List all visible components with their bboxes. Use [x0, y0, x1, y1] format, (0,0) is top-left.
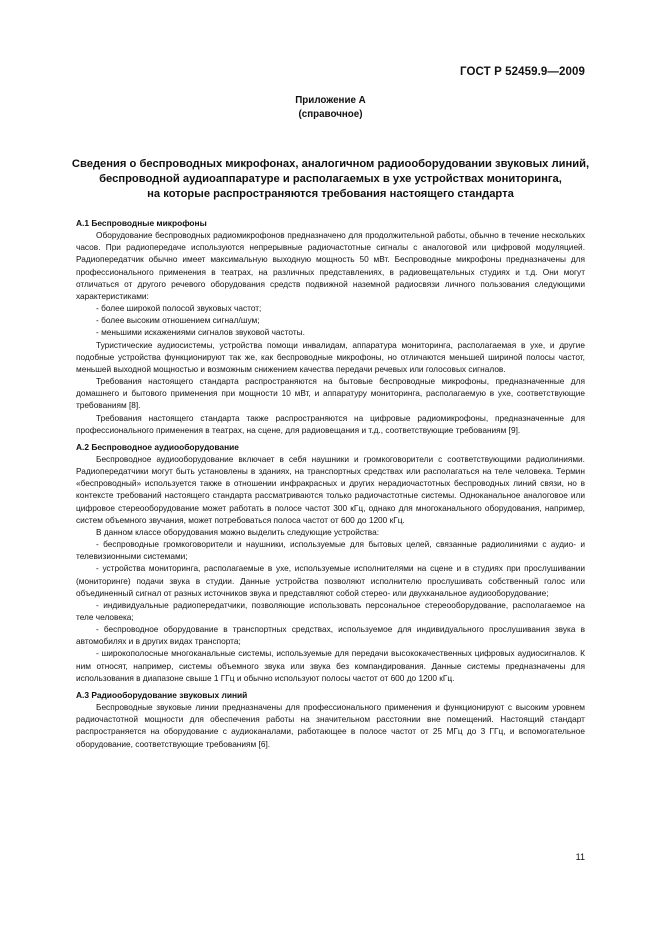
- paragraph: Оборудование беспроводных радиомикрофонов предназначено для продолжительной работы, обычно в течение нескольких часов. При радиопередаче используются непрерывные радиочастотные сигналы с аналоговой или цифровой модуляцией. Радиопередатчик обычно имеет максимальную выходную мощность 50 мВт. Беспроводные микрофоны предназначены для профессионального применения в театрах, на различных представлениях, в радиовещательных студиях и т.д. Они могут отличаться от другого речевого оборудования средств подвижной наземной радиосвязи личного пользования следующими характеристиками:: [76, 230, 585, 301]
- list-item: - более широкой полосой звуковых частот;: [96, 303, 262, 314]
- annex-heading: [0, 94, 661, 122]
- paragraph: Беспроводное аудиооборудование включает в себя наушники и громкоговорители с соответствующими радиолиниями. Радиопередатчики могут быть установлены в зданиях, на транспортных средствах или располагаться на теле человека. Термин «беспроводный» используется также в отношении инфракрасных и других нерадиочастотных беспроводных линий связи, но в контексте требований настоящего стандарта рассматриваются только радиочастотные системы. Одноканальное аналоговое или цифровое стереооборудование может работать в полосе частот 300 кГц, однако для многоканального оборудования, например, систем объемного звучания, может потребоваться полоса частот от 600 до 1200 кГц.: [76, 453, 585, 525]
- list-item: - беспроводные громкоговорители и наушники, используемые для бытовых целей, связанные радиолиниями с аудио- и телевизионными системами;: [76, 539, 585, 562]
- paragraph: В данном классе оборудования можно выделить следующие устройства:: [96, 526, 380, 537]
- list-item: - широкополосные многоканальные системы, используемые для передачи высококачественных цифровых аудиосигналов. К ним относят, например, системы объемного звука или звука без компандирования. Данные системы предназначены для использования в диапазоне свыше 1 ГГц и обычно используют полосы частот от 600 до 1200 кГц.: [76, 648, 585, 683]
- list-item: - беспроводное оборудование в транспортных средствах, используемое для индивидуального прослушивания звука в автомобилях и в других видах транспорта;: [76, 624, 585, 647]
- section-heading: А.2 Беспроводное аудиооборудование: [76, 441, 239, 452]
- annex-label: Приложение А: [295, 95, 366, 106]
- title-line: Сведения о беспроводных микрофонах, аналогичном радиооборудовании звуковых линий,: [71, 158, 590, 170]
- list-item: - индивидуальные радиопередатчики, позволяющие использовать персональное стереооборудование, располагаемое на теле человека;: [76, 599, 585, 622]
- body-text: [76, 217, 585, 750]
- section-heading: А.1 Беспроводные микрофоны: [76, 218, 207, 228]
- annex-type: (справочное): [298, 109, 363, 120]
- list-item: - меньшими искажениями сигналов звуковой частоты.: [96, 327, 305, 338]
- section-heading: А.3 Радиооборудование звуковых линий: [76, 689, 248, 700]
- page-number: 11: [575, 852, 585, 862]
- annex-title: [60, 157, 601, 202]
- list-item: - более высоким отношением сигнал/шум;: [96, 315, 260, 326]
- paragraph: Требования настоящего стандарта также распространяются на цифровые радиомикрофоны, предназначенные для профессионального применения в театрах, на сцене, для радиовещания и т.д., соответствующие требованиям [9].: [76, 412, 585, 435]
- paragraph: Требования настоящего стандарта распространяются на бытовые беспроводные микрофоны, предназначенные для домашнего и бытового применения при мощности 10 мВт, и аппаратуру мониторинга, располагаемую в ухе, соответствующие требованиям [8].: [76, 376, 585, 411]
- title-line: беспроводной аудиоаппаратуре и располагаемых в ухе устройствах мониторинга,: [99, 173, 562, 185]
- paragraph: Туристические аудиосистемы, устройства помощи инвалидам, аппаратура мониторинга, располагаемая в ухе, и другие подобные устройства функционируют так же, как беспроводные микрофоны, но отличаются меньшей шириной полосы частот, меньшей выходной мощностью и возможным снижением качества передачи речевых или голосовых сигналов.: [76, 339, 585, 374]
- paragraph: Беспроводные звуковые линии предназначены для профессионального применения и функционируют с высоким уровнем радиочастотной мощности для обеспечения работы на значительном расстоянии вне помещений. Настоящий стандарт распространяется на оборудование с аудиоканалами, работающее в полосе частот от 25 МГц до 3 ГГц, и вспомогательное оборудование, соответствующие требованиям [6].: [76, 702, 585, 749]
- title-line: на которые распространяются требования настоящего стандарта: [147, 188, 514, 200]
- list-item: - устройства мониторинга, располагаемые в ухе, используемые исполнителями на сцене и в студиях при прослушивании (мониторинге) подачи звука в студии. Данные устройства позволяют исполнителю прослушивать собственный голос или объединенный сигнал от разных источников звука и представляют собой стерео- или двухканальное аудиооборудование;: [76, 563, 585, 598]
- document-id: ГОСТ Р 52459.9—2009: [460, 66, 585, 78]
